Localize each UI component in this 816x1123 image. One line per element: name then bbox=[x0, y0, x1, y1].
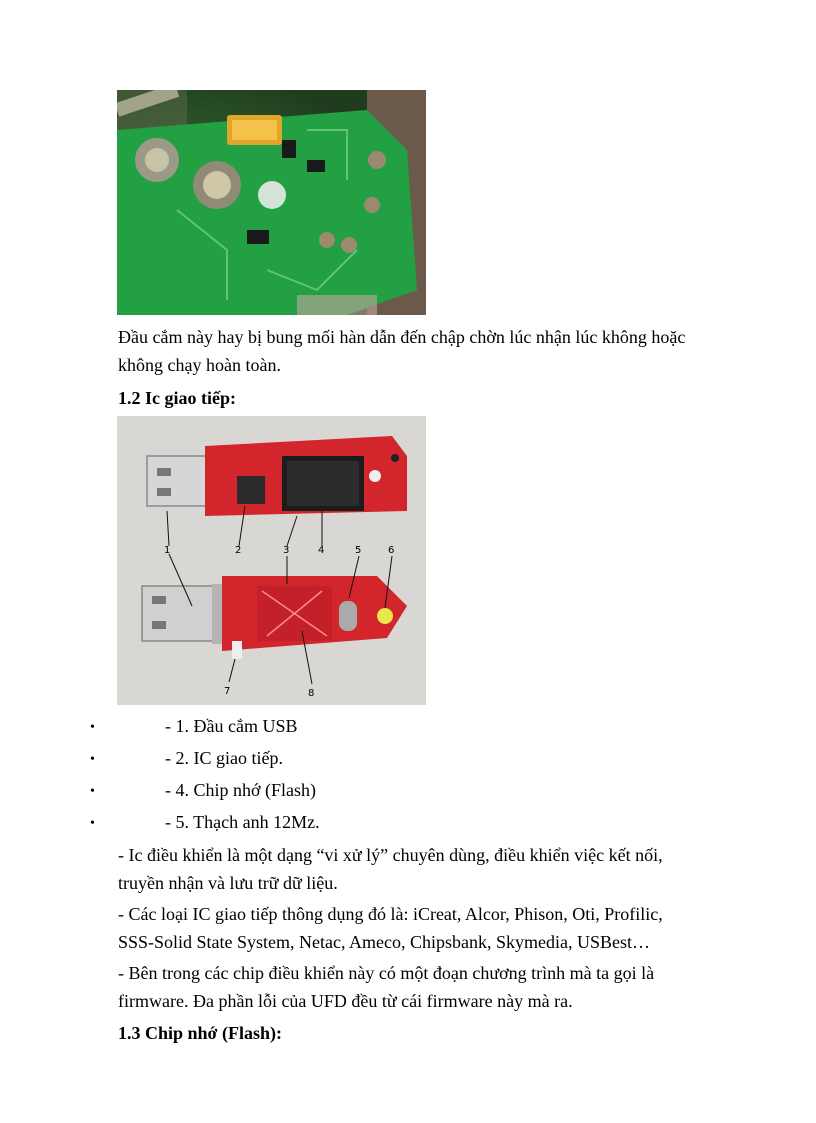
usb-drive-illustration bbox=[117, 416, 426, 705]
ic-types-line-1: - Các loại IC giao tiếp thông dụng đó là: iCreat, Alcor, Phison, Oti, Profilic, bbox=[118, 904, 663, 924]
ic-role-line-1: - Ic điều khiển là một dạng “vi xử lý” chuyên dùng, điều khiển việc kết nối, bbox=[118, 845, 663, 865]
pcb-closeup-illustration bbox=[117, 90, 426, 315]
bullet-marker: • bbox=[90, 752, 95, 767]
callout-label-3: 3 bbox=[283, 545, 290, 556]
connector-issue-line-2: không chạy hoàn toàn. bbox=[118, 355, 281, 375]
list-item-interface-ic: - 2. IC giao tiếp. bbox=[165, 748, 283, 768]
list-item-usb-connector: - 1. Đầu cắm USB bbox=[165, 716, 298, 736]
bullet-marker: • bbox=[90, 784, 95, 799]
callout-label-1: 1 bbox=[164, 545, 171, 556]
callout-label-2: 2 bbox=[235, 545, 242, 556]
firmware-line-1: - Bên trong các chip điều khiển này có một đoạn chương trình mà ta gọi là bbox=[118, 963, 655, 983]
usb-drive-labeled-photo bbox=[117, 416, 426, 705]
pcb-closeup-photo bbox=[117, 90, 426, 315]
bullet-marker: • bbox=[90, 720, 95, 735]
list-item-flash-chip: - 4. Chip nhớ (Flash) bbox=[165, 780, 317, 800]
heading-flash-chip: 1.3 Chip nhớ (Flash): bbox=[118, 1023, 283, 1043]
firmware-line-2: firmware. Đa phần lỗi của UFD đều từ cái firmware này mà ra. bbox=[118, 991, 573, 1011]
bullet-marker: • bbox=[90, 816, 95, 831]
callout-label-7: 7 bbox=[224, 686, 231, 697]
ic-role-line-2: truyền nhận và lưu trữ dữ liệu. bbox=[118, 873, 338, 893]
ic-types-line-2: SSS-Solid State System, Netac, Ameco, Chipsbank, Skymedia, USBest… bbox=[118, 932, 650, 952]
callout-label-4: 4 bbox=[318, 545, 325, 556]
connector-issue-line-1: Đầu cắm này hay bị bung mối hàn dẫn đến chập chờn lúc nhận lúc không hoặc bbox=[118, 327, 686, 347]
callout-label-5: 5 bbox=[355, 545, 362, 556]
heading-ic-interface: 1.2 Ic giao tiếp: bbox=[118, 388, 236, 408]
list-item-crystal: - 5. Thạch anh 12Mz. bbox=[165, 812, 320, 832]
callout-label-8: 8 bbox=[308, 688, 315, 699]
callout-label-6: 6 bbox=[388, 545, 395, 556]
